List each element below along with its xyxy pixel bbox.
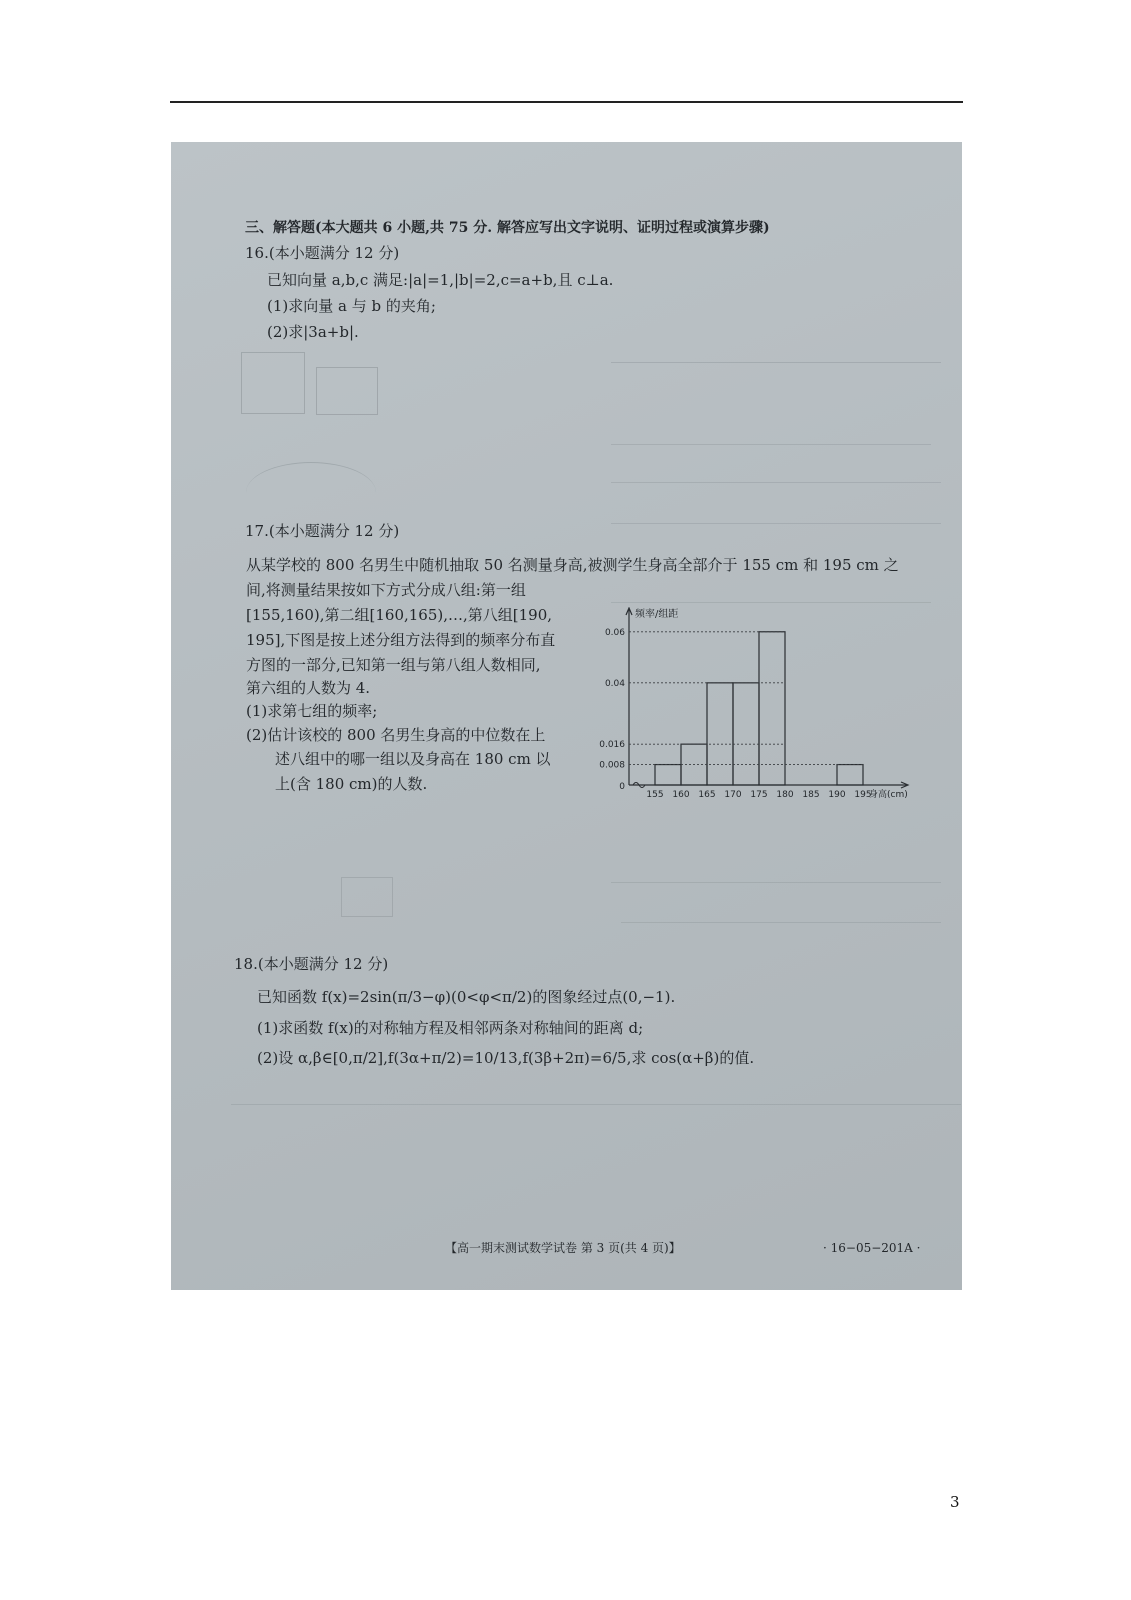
bleed-through-rule bbox=[611, 362, 941, 363]
y-tick-label: 0 bbox=[619, 782, 625, 792]
scanned-exam-photo bbox=[171, 142, 962, 1290]
bleed-through-rule bbox=[611, 523, 941, 524]
histogram-bar bbox=[707, 683, 733, 785]
histogram-bar bbox=[655, 765, 681, 785]
page-number: 3 bbox=[950, 1493, 960, 1511]
footer-title: 【高一期末测试数学试卷 第 3 页(共 4 页)】 bbox=[445, 1241, 681, 1255]
q17-line: 方图的一部分,已知第一组与第八组人数相同, bbox=[246, 656, 541, 674]
q17-line: 间,将测量结果按如下方式分成八组:第一组 bbox=[246, 581, 526, 599]
bleed-through-rule bbox=[611, 882, 941, 883]
bleed-through-rule bbox=[231, 1104, 961, 1105]
bleed-through-rule bbox=[621, 922, 941, 923]
x-tick-label: 190 bbox=[828, 790, 846, 800]
bleed-through-box bbox=[241, 352, 305, 414]
q18-part1: (1)求函数 f(x)的对称轴方程及相邻两条对称轴间的距离 d; bbox=[257, 1019, 644, 1037]
x-tick-label: 165 bbox=[698, 790, 716, 800]
bleed-through-curve bbox=[246, 462, 376, 523]
q16-stem: 已知向量 a,b,c 满足:|a|=1,|b|=2,c=a+b,且 c⊥a. bbox=[267, 271, 614, 289]
q18-stem: 已知函数 f(x)=2sin(π/3−φ)(0<φ<π/2)的图象经过点(0,−1). bbox=[257, 988, 676, 1006]
q16-part1: (1)求向量 a 与 b 的夹角; bbox=[267, 297, 436, 315]
x-tick-label: 170 bbox=[724, 790, 742, 800]
bleed-through-box bbox=[341, 877, 393, 917]
histogram-bar bbox=[759, 632, 785, 785]
q17-part2: (2)估计该校的 800 名男生身高的中位数在上 bbox=[246, 726, 546, 744]
histogram-bar bbox=[837, 765, 863, 785]
q18-title: 18.(本小题满分 12 分) bbox=[234, 955, 389, 973]
y-tick-label: 0.016 bbox=[599, 740, 625, 751]
x-tick-label: 155 bbox=[646, 790, 664, 800]
y-tick-label: 0.008 bbox=[599, 760, 625, 771]
q17-line: 第六组的人数为 4. bbox=[246, 679, 371, 697]
q17-part2-cont: 上(含 180 cm)的人数. bbox=[275, 775, 428, 793]
q17-part1: (1)求第七组的频率; bbox=[246, 702, 378, 720]
x-tick-label: 175 bbox=[750, 790, 768, 800]
top-rule bbox=[170, 101, 963, 103]
section-heading: 三、解答题(本大题共 6 小题,共 75 分. 解答应写出文字说明、证明过程或演算步骤) bbox=[245, 220, 770, 236]
bleed-through-rule bbox=[611, 482, 941, 483]
q16-part2: (2)求|3a+b|. bbox=[267, 323, 359, 341]
y-axis-label: 频率/组距 bbox=[635, 609, 679, 620]
histogram-bar bbox=[733, 683, 759, 785]
q17-line: 195],下图是按上述分组方法得到的频率分布直 bbox=[246, 631, 556, 649]
q17-part2-cont: 述八组中的哪一组以及身高在 180 cm 以 bbox=[275, 750, 551, 768]
bleed-through-box bbox=[316, 367, 378, 415]
q17-title: 17.(本小题满分 12 分) bbox=[245, 522, 400, 540]
q17-line: 从某学校的 800 名男生中随机抽取 50 名测量身高,被测学生身高全部介于 155 cm 和 195 cm 之 bbox=[246, 556, 899, 574]
q18-part2: (2)设 α,β∈[0,π/2],f(3α+π/2)=10/13,f(3β+2π)=6/5,求 cos(α+β)的值. bbox=[257, 1049, 755, 1067]
q17-line: [155,160),第二组[160,165),…,第八组[190, bbox=[246, 606, 553, 624]
frequency-histogram bbox=[589, 607, 919, 807]
y-tick-label: 0.06 bbox=[604, 627, 625, 638]
q16-title: 16.(本小题满分 12 分) bbox=[245, 244, 400, 262]
footer-code: · 16−05−201A · bbox=[823, 1241, 921, 1255]
x-axis-label: 身高(cm) bbox=[869, 790, 908, 800]
x-tick-label: 180 bbox=[776, 790, 794, 800]
bleed-through-rule bbox=[611, 602, 931, 603]
x-tick-label: 195 bbox=[854, 790, 872, 800]
x-tick-label: 160 bbox=[672, 790, 690, 800]
bleed-through-rule bbox=[611, 444, 931, 445]
y-tick-label: 0.04 bbox=[604, 678, 625, 689]
x-tick-label: 185 bbox=[802, 790, 820, 800]
